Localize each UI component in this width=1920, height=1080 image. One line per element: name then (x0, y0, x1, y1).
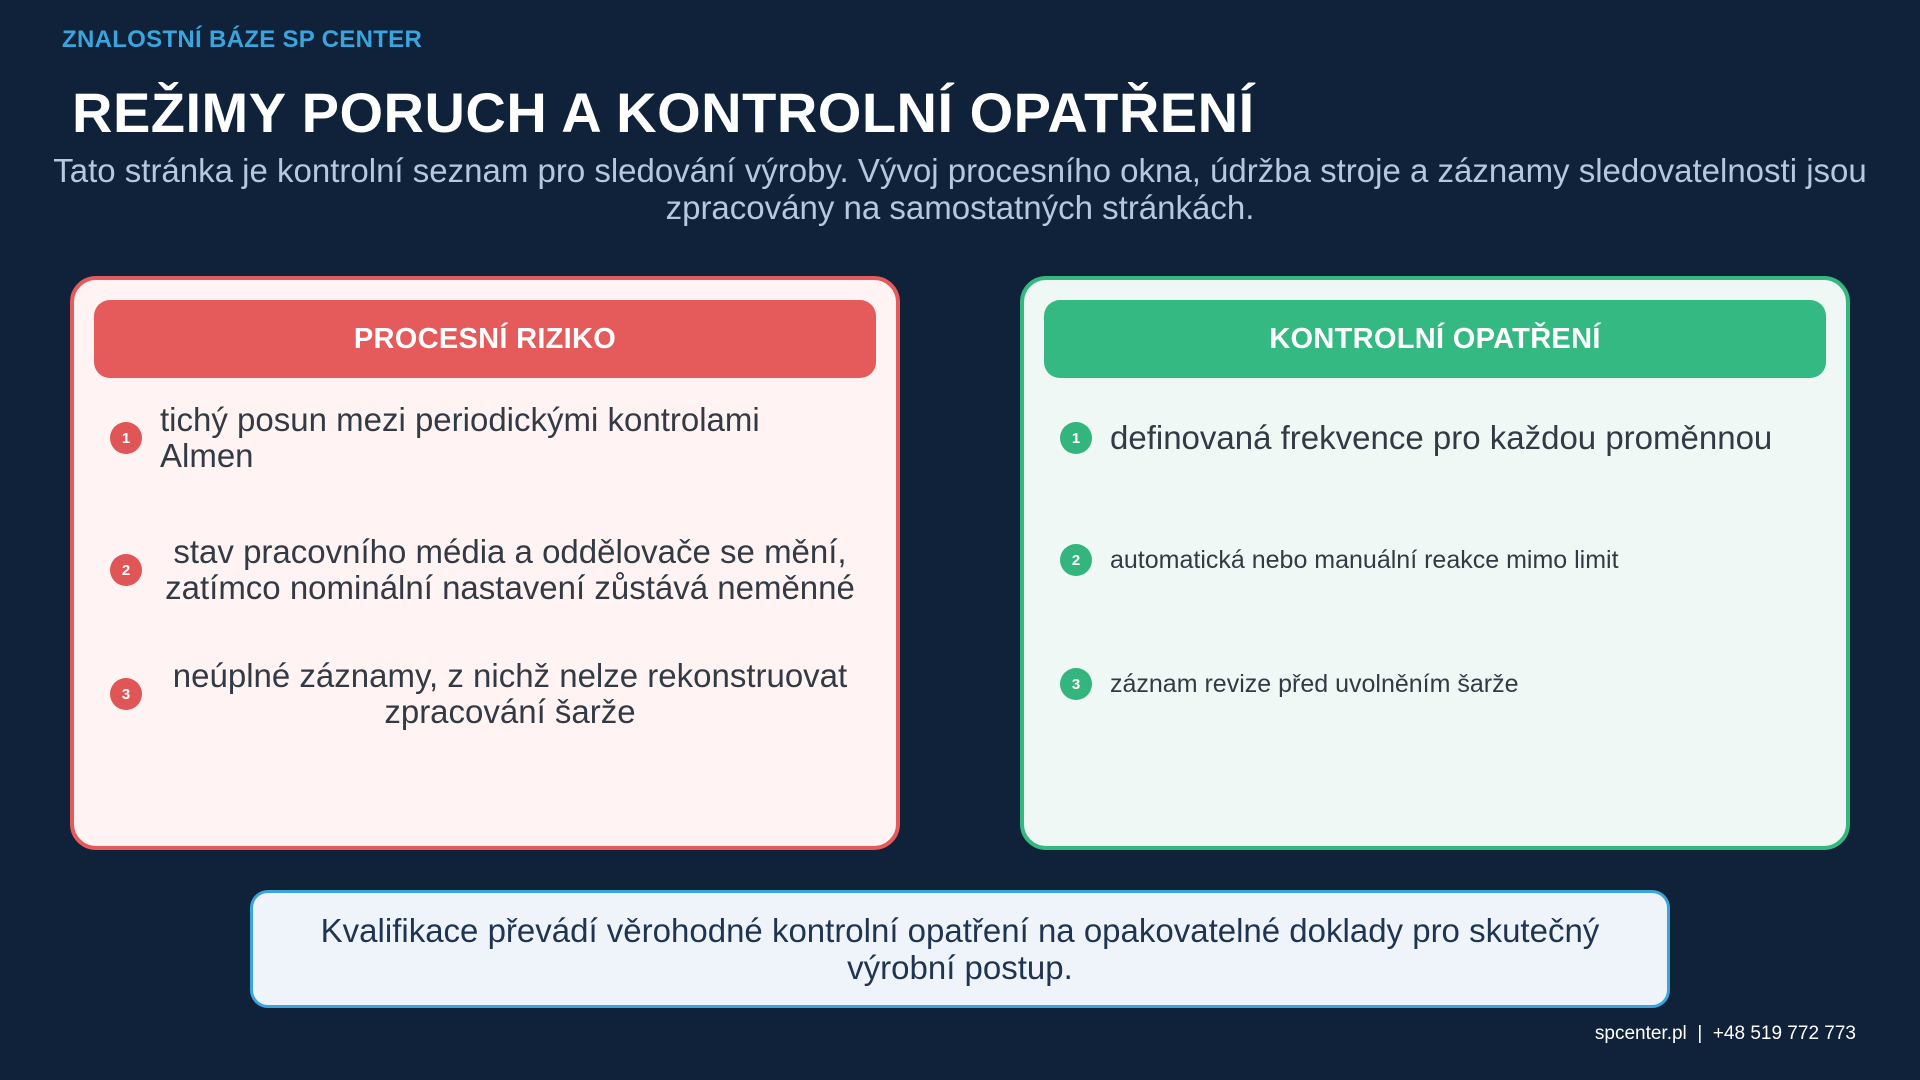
risk-item-3 (110, 658, 870, 730)
number-badge: 3 (110, 678, 142, 710)
control-item-text: definovaná frekvence pro každou proměnnou (1110, 419, 1773, 456)
risk-item-text: stav pracovního média a oddělovače se mění, zatímco nominální nastavení zůstává neměnné (165, 533, 855, 606)
callout-text: Kvalifikace převádí věrohodné kontrolní opatření na opakovatelné doklady pro skutečný výrobní postup. (320, 912, 1600, 986)
control-card-header: KONTROLNÍ OPATŘENÍ (1044, 300, 1826, 378)
control-card (1020, 276, 1850, 850)
risk-item-1 (110, 402, 870, 474)
risk-item-text: tichý posun mezi periodickými kontrolami Almen (160, 401, 760, 474)
risk-card-header: PROCESNÍ RIZIKO (94, 300, 876, 378)
footer-contact: spcenter.pl | +48 519 772 773 (1594, 1023, 1856, 1044)
control-item-text: automatická nebo manuální reakce mimo limit (1110, 546, 1619, 574)
number-badge: 1 (1060, 422, 1092, 454)
risk-card (70, 276, 900, 850)
page-subtitle: Tato stránka je kontrolní seznam pro sledování výroby. Vývoj procesního okna, údržba stroje a záznamy sledovatelnosti jsou zpracovány na samostatných stránkách. (53, 152, 1867, 226)
risk-item-2 (110, 534, 870, 606)
kicker-label: ZNALOSTNÍ BÁZE SP CENTER (62, 26, 423, 53)
number-badge: 3 (1060, 668, 1092, 700)
page-title: REŽIMY PORUCH A KONTROLNÍ OPATŘENÍ (72, 81, 1255, 144)
risk-item-text: neúplné záznamy, z nichž nelze rekonstruovat zpracování šarže (172, 657, 848, 730)
number-badge: 1 (110, 422, 142, 454)
control-item-text: záznam revize před uvolněním šarže (1110, 670, 1519, 698)
number-badge: 2 (1060, 544, 1092, 576)
control-item-1 (1060, 420, 1820, 456)
conclusion-callout (250, 890, 1670, 1008)
number-badge: 2 (110, 554, 142, 586)
control-item-2 (1060, 544, 1820, 576)
control-item-3 (1060, 668, 1820, 700)
